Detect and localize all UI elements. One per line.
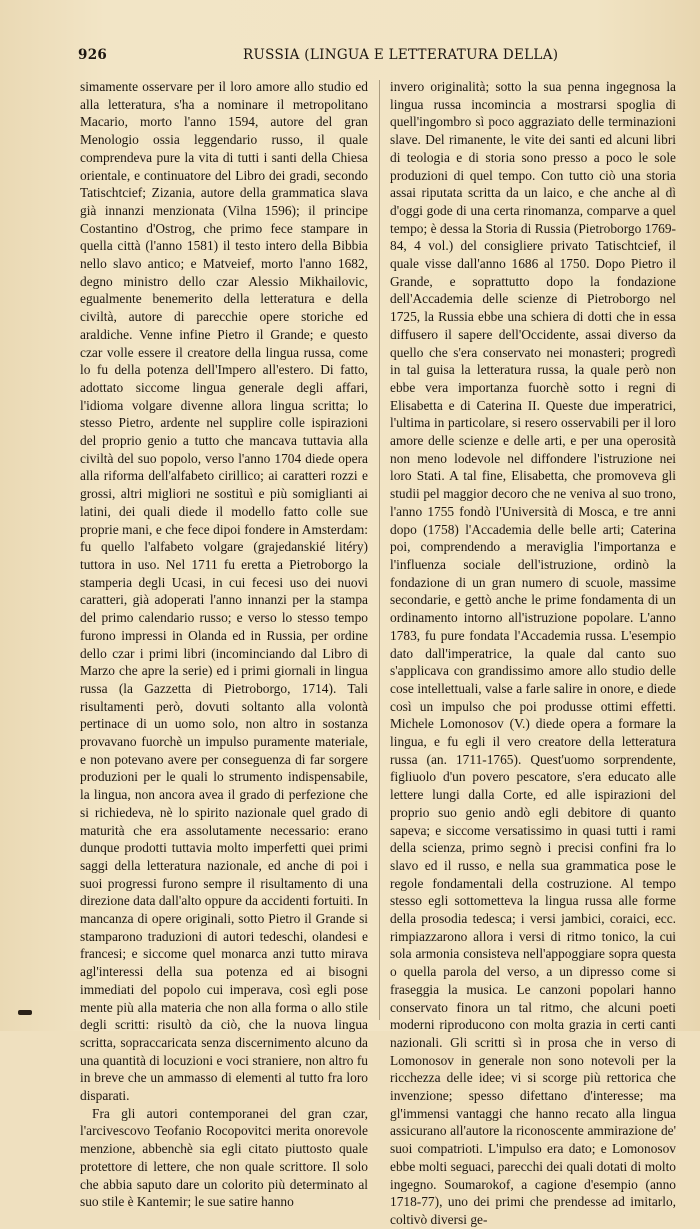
left-paragraph-1: simamente osservare per il loro amore allo studio ed alla letteratura, s'ha a nominare il metropolitano Macario, morto l'anno 1594, autore del gran Menologio ossia leggendario russo, il quale comprendeva pure la vita di tutti i santi della Chiesa orientale, e continuatore del Libro dei gradi, secondo Tatischtcief; Zizania, autore della grammatica slava già innanzi menzionata (Vilna 1596); il principe Costantino d'Ostrog, che primo fece stampare in quella città (l'anno 1581) il testo intero della Bibbia nello slavo antico; e Matveief, morto l'anno 1682, degno ministro dello czar Alessio Mikhailovic, egualmente benemerito della letteratura e della civiltà, autore di parecchie opere storiche ed araldiche. Venne infine Pietro il Grande; e questo czar volle essere il creatore della lingua russa, come lo fu della potenza dell'Impero all'estero. Di fatto, adottato siccome lingua generale degli affari, l'idioma volgare divenne allora lingua scritta; lo stesso Pietro, ardente nel supplire colle ispirazioni del proprio genio a tutto che mancava tuttavia alla civiltà del suo popolo, verso l'anno 1704 diede opera alla riforma dell'alfabeto cirillico; ai caratteri rozzi e grossi, altri migliori ne sostituì e più somiglianti ai latini, dei quali diede il modello fatto colle sue proprie mani, e che fece dipoi fondere in Amsterdam: fu quello l'alfabeto volgare (grajedanskié litéry) tuttora in uso. Nel 1711 fu eretta a Pietroborgo la stamperia degli Ucasi, in cui fecesi uso dei nuovi caratteri, già adoperati l'anno innanzi per la stampa del primo calendario russo; e verso lo stesso tempo furono impressi in Olanda ed in Russia, per ordine dello czar i primi libri (incominciando dal Libro di Marzo che apre la serie) ed i primi giornali in lingua russa (la Gazzetta di Pietroborgo, 1714). Tali risultamenti però, dovuti soltanto alla volontà pertinace di un uomo solo, non altro in sostanza provavano fuorchè un impulso puramente materiale, e non potevano avere per conseguenza di far sorgere produzioni per le quali lo strumento indispensabile, la lingua, non ancora avea il grado di perfezione che si richiedeva, nè lo spirito nazionale quel grado di maturità che era assolutamente necessario: erano dunque prodotti tuttavia molto imperfetti quei primi saggi della letteratura nazionale, ed anche di poi i suoi progressi furono sempre il risultamento di una direzione data dall'alto oppure da accidenti fortuiti. In mancanza di opere originali, sotto Pietro il Grande si stamparono traduzioni di autori tedeschi, olandesi e francesi; e siccome quel monarca anzi tutto mirava agl'interessi della sua potenza ed ai bisogni immediati del popolo cui imperava, così egli pose mente più alla materia che non alla forma o allo stile degli scritti: risultò da ciò, che la nuova lingua scritta, sopraccaricata senza discernimento alcuno da una quantità di locuzioni e voci straniere, non altro fu in breve che un ammasso di elementi al tutto fra loro disparati. [80,79,368,1104]
left-column [80,78,368,1211]
page-number: 926 [78,47,108,63]
margin-ink-mark [18,1010,32,1015]
left-paragraph-2: Fra gli autori contemporanei del gran czar, l'arcivescovo Teofanio Rocopovitci merita onorevole menzione, abbenchè sia egli citato piuttosto quale protettore di lettere, che non quale scrittore. Il solo che abbia saputo dare un colorito più determinato al suo stile è Kantemir; le sue satire hanno [80,1105,368,1210]
page-header [78,47,678,69]
running-title: RUSSIA (LINGUA E LETTERATURA DELLA) [243,47,559,63]
column-divider [379,80,380,1020]
right-column [390,78,676,1229]
right-paragraph-1: invero originalità; sotto la sua penna ingegnosa la lingua russa incomincia a mostrarsi spoglia di quell'ingombro sì poco aggraziato delle terminazioni slave. Del rimanente, le vite dei santi ed alcuni libri di teologia e di storia sono presso a poco le sole produzioni di quel tempo. Con tutto ciò una storia assai riputata scritta da un laico, e che anche al dì d'oggi gode di una certa rinomanza, comparve a quel tempo; è dessa la Storia di Russia (Pietroborgo 1769-84, 4 vol.) del consigliere privato Tatischtcief, il quale visse dall'anno 1686 al 1750. Dopo Pietro il Grande, e soprattutto dopo la fondazione dell'Accademia delle scienze di Pietroborgo nel 1725, la Russia ebbe una schiera di dotti che in essa diffusero il sapere dell'Occidente, assai diverso da quello che s'era conservato nei monasteri; progredì in tal guisa la letteratura russa, la quale però non ebbe vera importanza fuorchè sotto i regni di Elisabetta e di Caterina II. Queste due imperatrici, l'ultima in particolare, si resero osservabili per il loro amore delle scienze e delle arti, e per una operosità non meno lodevole nel diffondere l'istruzione nei loro Stati. A tal fine, Elisabetta, che promoveva gli studii pel maggior decoro che ne veniva al suo trono, l'anno 1755 fondò l'Università di Mosca, e tre anni dopo (1758) l'Accademia delle belle arti; Caterina poi, comprendendo a meraviglia l'importanza e l'influenza sociale dell'istruzione, ordinò la fondazione di un gran numero di scuole, massime secondarie, e gettò anche le prime fondamenta di un ordinamento intorno all'istruzione popolare. L'anno 1783, fu pure fondata l'Accademia russa. L'esempio dato dall'imperatrice, la quale dal canto suo s'applicava con grandissimo amore allo studio delle cose intellettuali, valse a farle salire in onore, e diede così un impulso che poi produsse ottimi effetti. Michele Lomonosov (V.) diede opera a formare la lingua, e fu egli il vero creatore della letteratura russa (an. 1711-1765). Quest'uomo sorprendente, figliuolo d'un povero pescatore, s'era educato alle lettere lungi dalla Corte, ed alle ispirazioni del proprio suo genio andò egli debitore di quanto sapeva; e siccome versatissimo in quasi tutti i rami della scienza, primo segnò i precisi confini fra lo slavo ed il russo, e nella sua grammatica pose le regole fondamentali della costruzione. Al tempo stesso egli sottometteva la lingua russa alle forme della prosodia tedesca; i versi jambici, coraici, ecc. rimpiazzarono allora i versi di ritmo tonico, la cui sola armonia consisteva nell'appoggiare sopra questa o quella parola del verso, a un dipresso come si fraseggia la musica. Le canzoni popolari hanno conservato finora un tal ritmo, che alcuni poeti moderni riproducono con molta grazia in certi canti nazionali. Gli scritti sì in prosa che in verso di Lomonosov in generale non sono notevoli per la ricchezza delle idee; vi si scorge più rettorica che invenzione; spesso difettano d'interesse; ma gl'immensi vantaggi che hanno recato alla lingua assicurano all'autore la riconoscente ammirazione de' suoi compatrioti. L'impulso era dato; e Lomonosov ebbe molti seguaci, parecchi dei quali dotati di molto ingegno. Soumarokof, a cagione d'esempio (anno 1718-77), uno dei primi che prendesse ad imitarlo, coltivò diversi ge- [390,79,676,1227]
